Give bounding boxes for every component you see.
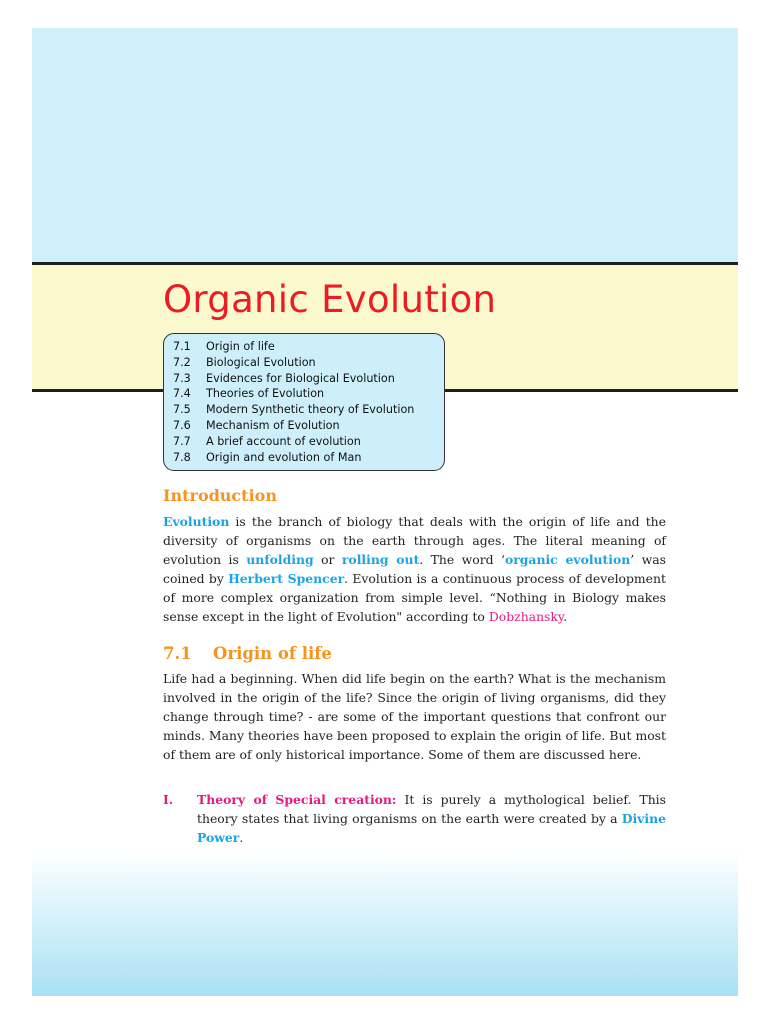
toc-item-number: 7.4 [173,387,191,401]
toc-item[interactable] [173,434,444,450]
introduction-heading: Introduction [163,486,277,505]
list-item-title: Theory of Special creation: [197,792,397,807]
toc-item-number: 7.1 [173,340,191,353]
text-run: . The word ‘ [419,552,505,567]
list-item-special-creation [163,790,666,847]
text-run: is the branch of biology that deals with the origin of life and the diversity of organisms on the earth through ages. The literal meaning of evolution is [163,514,666,567]
toc-item-number: 7.2 [173,355,191,369]
toc-item-number: 7.5 [173,403,191,417]
toc-item[interactable] [173,418,444,434]
text-run: It is purely a mythological belief. This theory states that living organisms on the earth were created by a [197,792,666,826]
text-run: or [313,552,342,567]
toc-item-label: Modern Synthetic theory of Evolution [206,403,415,417]
toc-item[interactable] [173,402,444,418]
introduction-paragraph [163,512,666,626]
text-run: ’ was coined by [163,552,666,586]
text-run: . [239,830,244,845]
toc-item-label: Origin and evolution of Man [206,450,362,464]
toc-item[interactable] [173,450,444,466]
toc-item-number: 7.3 [173,371,191,385]
keyword-herbert-spencer: Herbert Spencer [228,571,345,586]
toc-item-number: 7.7 [173,434,191,448]
toc-item-label: Mechanism of Evolution [206,418,340,432]
list-marker: I. [163,792,174,807]
keyword-dobzhansky: Dobzhansky [488,609,564,624]
toc-item[interactable] [173,339,444,355]
top-color-band [32,28,738,262]
toc-item[interactable] [173,386,444,402]
keyword-unfolding: unfolding [246,552,314,567]
bottom-gradient-band [32,850,738,996]
keyword-organic-evolution: organic evolution [504,552,631,567]
table-of-contents [163,333,445,471]
section-number: 7.1 [163,644,192,663]
section-title: Origin of life [213,644,332,663]
toc-item-label: Origin of life [206,340,275,353]
toc-item-label: Evidences for Biological Evolution [206,371,395,385]
section-heading-origin-of-life [163,644,332,663]
list-item-body [197,790,666,847]
text-run: . [563,609,568,624]
chapter-title: Organic Evolution [163,278,497,321]
toc-item-number: 7.8 [173,450,191,464]
toc-item-number: 7.6 [173,418,191,432]
toc-item-label: A brief account of evolution [206,434,361,448]
toc-item-label: Theories of Evolution [206,387,325,401]
toc-item-label: Biological Evolution [206,355,316,369]
origin-of-life-paragraph: Life had a beginning. When did life begin on the earth? What is the mechanism involved in the origin of the life? Since the origin of living organisms, did they change through time? - are some of the important questions that confront our minds. Many theories have been proposed to explain the origin of life. But most of them are of only historical importance. Some of them are discussed here. [163,671,666,762]
toc-item[interactable] [173,355,444,371]
keyword-divine-power: Divine Power [197,811,666,845]
text-run: . Evolution is a continuous process of development of more complex organization from simple level. “Nothing in Biology makes sense except in the light of Evolution" according to [163,571,666,624]
keyword-evolution: Evolution [163,514,230,529]
toc-item[interactable] [173,371,444,387]
keyword-rolling-out: rolling out [341,552,420,567]
